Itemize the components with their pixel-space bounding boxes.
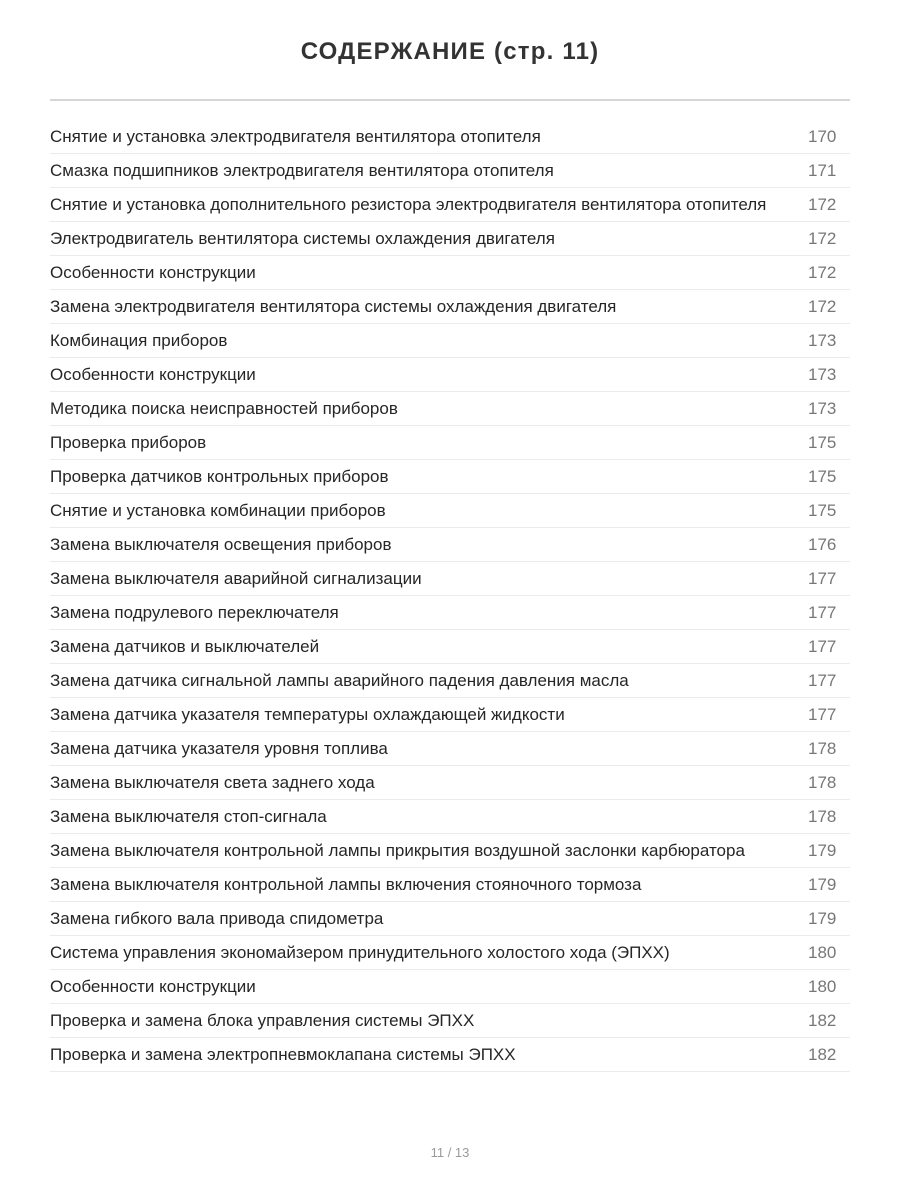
toc-row[interactable] [50, 290, 850, 324]
toc-entry-title[interactable]: Замена выключателя контрольной лампы включения стояночного тормоза [50, 875, 642, 894]
toc-page-number: 179 [808, 875, 837, 894]
toc-row[interactable] [50, 256, 850, 290]
toc-page-number: 182 [808, 1045, 837, 1064]
toc-page-number: 170 [808, 127, 837, 146]
toc-page-number: 172 [808, 195, 837, 214]
toc-entry-title[interactable]: Замена датчиков и выключателей [50, 637, 320, 656]
toc-page-number: 178 [808, 807, 837, 826]
toc-entry-title[interactable]: Замена выключателя аварийной сигнализации [50, 569, 422, 588]
toc-entry-title[interactable]: Замена выключателя освещения приборов [50, 535, 392, 554]
toc-entry-title[interactable]: Электродвигатель вентилятора системы охлаждения двигателя [50, 229, 555, 248]
toc-page-number: 173 [808, 399, 837, 418]
toc-entry-title[interactable]: Проверка и замена электропневмоклапана системы ЭПХХ [50, 1045, 516, 1064]
toc-entry-title[interactable]: Замена подрулевого переключателя [50, 603, 339, 622]
toc-row[interactable] [50, 222, 850, 256]
toc-page-number: 173 [808, 365, 837, 384]
toc-row[interactable] [50, 426, 850, 460]
toc-row[interactable] [50, 154, 850, 188]
toc-row[interactable] [50, 1038, 850, 1072]
toc-row[interactable] [50, 732, 850, 766]
toc-entry-title[interactable]: Замена датчика указателя уровня топлива [50, 739, 388, 758]
toc-entry-title[interactable]: Замена гибкого вала привода спидометра [50, 909, 384, 928]
toc-row[interactable] [50, 970, 850, 1004]
toc-row[interactable] [50, 358, 850, 392]
toc-row[interactable] [50, 868, 850, 902]
toc-row[interactable] [50, 902, 850, 936]
toc-entry-title[interactable]: Система управления экономайзером принудительного холостого хода (ЭПХХ) [50, 943, 670, 962]
toc-entry-title[interactable]: Снятие и установка комбинации приборов [50, 501, 386, 520]
toc-page-number: 178 [808, 773, 837, 792]
toc-page-number: 177 [808, 671, 837, 690]
toc-page-number: 180 [808, 943, 837, 962]
toc-row[interactable] [50, 562, 850, 596]
toc-entry-title[interactable]: Снятие и установка электродвигателя вентилятора отопителя [50, 127, 541, 146]
toc-entry-title[interactable]: Особенности конструкции [50, 365, 256, 384]
toc-row[interactable] [50, 1004, 850, 1038]
toc-row[interactable] [50, 120, 850, 154]
toc-entry-title[interactable]: Методика поиска неисправностей приборов [50, 399, 398, 418]
toc-page-number: 173 [808, 331, 837, 350]
toc-entry-title[interactable]: Проверка приборов [50, 433, 207, 452]
toc-entry-title[interactable]: Смазка подшипников электродвигателя вентилятора отопителя [50, 161, 554, 180]
toc-page-number: 175 [808, 433, 837, 452]
toc-page-number: 182 [808, 1011, 837, 1030]
toc-row[interactable] [50, 766, 850, 800]
toc-row[interactable] [50, 698, 850, 732]
toc-page-number: 175 [808, 501, 837, 520]
toc-page-number: 172 [808, 229, 837, 248]
toc-entry-title[interactable]: Замена выключателя стоп-сигнала [50, 807, 327, 826]
toc-entry-title[interactable]: Замена электродвигателя вентилятора системы охлаждения двигателя [50, 297, 617, 316]
toc-page-number: 177 [808, 603, 837, 622]
title-divider [50, 99, 850, 101]
toc-page-number: 180 [808, 977, 837, 996]
toc-row[interactable] [50, 596, 850, 630]
table-of-contents [50, 120, 850, 1072]
toc-page-number: 172 [808, 263, 837, 282]
toc-page-number: 172 [808, 297, 837, 316]
toc-page-number: 171 [808, 161, 837, 180]
toc-page-number: 179 [808, 841, 837, 860]
toc-page-number: 177 [808, 637, 837, 656]
toc-entry-title[interactable]: Замена выключателя света заднего хода [50, 773, 375, 792]
toc-entry-title[interactable]: Замена выключателя контрольной лампы прикрытия воздушной заслонки карбюратора [50, 841, 745, 860]
toc-entry-title[interactable]: Снятие и установка дополнительного резистора электродвигателя вентилятора отопителя [50, 195, 767, 214]
page-indicator: 11 / 13 [430, 1145, 470, 1160]
toc-row[interactable] [50, 460, 850, 494]
toc-row[interactable] [50, 324, 850, 358]
toc-page-number: 176 [808, 535, 837, 554]
toc-row[interactable] [50, 936, 850, 970]
toc-page-number: 177 [808, 569, 837, 588]
toc-row[interactable] [50, 664, 850, 698]
toc-row[interactable] [50, 494, 850, 528]
toc-row[interactable] [50, 630, 850, 664]
toc-entry-title[interactable]: Замена датчика указателя температуры охлаждающей жидкости [50, 705, 565, 724]
toc-page-number: 175 [808, 467, 837, 486]
toc-page-number: 178 [808, 739, 837, 758]
toc-page-number: 177 [808, 705, 837, 724]
toc-entry-title[interactable]: Особенности конструкции [50, 263, 256, 282]
toc-entry-title[interactable]: Проверка датчиков контрольных приборов [50, 467, 389, 486]
toc-row[interactable] [50, 800, 850, 834]
toc-row[interactable] [50, 188, 850, 222]
toc-entry-title[interactable]: Замена датчика сигнальной лампы аварийного падения давления масла [50, 671, 629, 690]
toc-page-number: 179 [808, 909, 837, 928]
toc-entry-title[interactable]: Комбинация приборов [50, 331, 228, 350]
toc-row[interactable] [50, 392, 850, 426]
toc-entry-title[interactable]: Особенности конструкции [50, 977, 256, 996]
toc-entry-title[interactable]: Проверка и замена блока управления системы ЭПХХ [50, 1011, 475, 1030]
toc-row[interactable] [50, 834, 850, 868]
toc-row[interactable] [50, 528, 850, 562]
page-title: СОДЕРЖАНИЕ (стр. 11) [300, 38, 600, 65]
